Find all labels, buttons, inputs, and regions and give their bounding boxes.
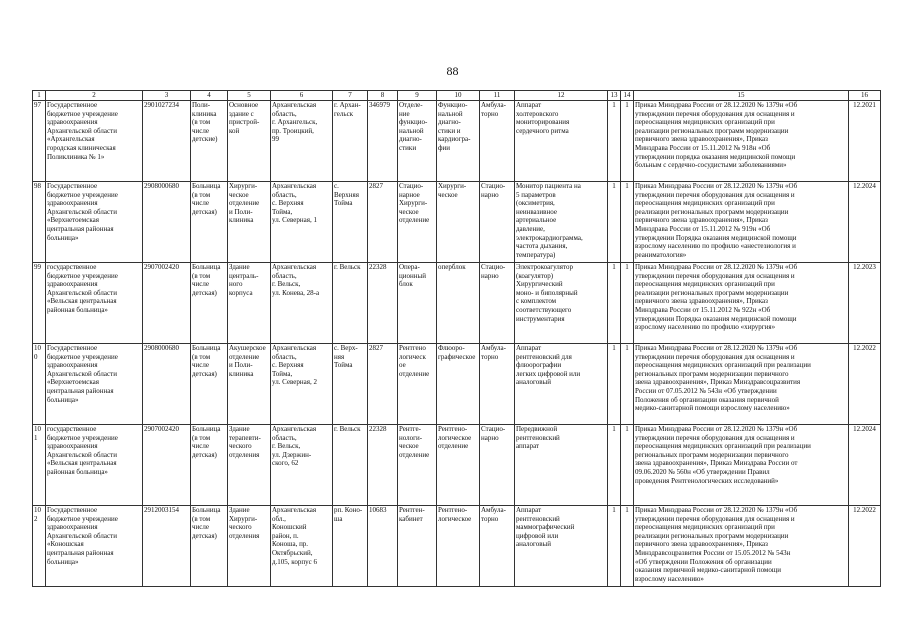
column-number-cell: 16: [849, 91, 881, 101]
table-row: [33, 101, 881, 182]
address-cell: Архангельская обл., Коношский район, п. Коноша, пр. Октябрьский, д.105, корпус 6: [271, 506, 333, 587]
quantity-cell: 1: [608, 344, 621, 425]
organization-cell: Государственное бюджетное учреждение здравоохранения Архангельской области «Верхнетоемская центральная районная больница»: [46, 182, 143, 263]
quantity-cell: 1: [621, 344, 634, 425]
subdivision-cell: Рентгено- логическое отделение: [437, 425, 480, 506]
legal-basis-cell: Приказ Минздрава России от 28.12.2020 № 1379н «Об утверждении перечня оборудования для оснащения и переоснащения медицинских организаций при реализации региональных программ модернизации первичного звена здравоохранения», Приказ Минздрава России от 09.06.2020 № 560н «Об утверждении Правил проведения Рентгенологических исследований»: [634, 425, 849, 506]
organization-cell: государственное бюджетное учреждение здравоохранения Архангельской области «Вельская центральная районная больница»: [46, 263, 143, 344]
table-row: [33, 182, 881, 263]
quantity-cell: 1: [621, 263, 634, 344]
locality-cell: рп. Коно- ша: [333, 506, 368, 587]
quantity-cell: 1: [608, 506, 621, 587]
equipment-table: [32, 90, 881, 587]
facility-type-cell: Поли- клиника (в том числе детские): [191, 101, 228, 182]
column-number-cell: 13: [608, 91, 621, 101]
quantity-cell: 1: [621, 101, 634, 182]
care-form-cell: Стацио- нарно: [480, 425, 515, 506]
subdivision-cell: Функцио- нальной диагно- стики и кардиогра- фии: [437, 101, 480, 182]
legal-basis-cell: Приказ Минздрава России от 28.12.2020 № 1379н «Об утверждении перечня оборудования для оснащения и переоснащения медицинских организаций при реализации региональных программ модернизации первичного звена здравоохранения», Приказ Минздрава России от 15.11.2012 № 918н «Об утверждении порядка оказания медицинской помощи больным с сердечно-сосудистыми заболеваниями»: [634, 101, 849, 182]
address-cell: Архангельская область, г. Вельск, ул. Дзержин- ского, 62: [271, 425, 333, 506]
care-form-cell: Стацио- нарно: [480, 263, 515, 344]
locality-code-cell: 346979: [368, 101, 398, 182]
equipment-cell: Аппарат рентгеновский маммографический цифровой или аналоговый: [515, 506, 608, 587]
subdivision-cell: Флюоро- графическое: [437, 344, 480, 425]
address-cell: Архангельская область, г. Архангельск, пр. Троицкий, 99: [271, 101, 333, 182]
address-cell: Архангельская область, с. Верхняя Тойма, ул. Северная, 1: [271, 182, 333, 263]
building-cell: Здание централь- ного корпуса: [228, 263, 271, 344]
building-cell: Хирурги- ческое отделение и Поли- клиника: [228, 182, 271, 263]
quantity-cell: 1: [608, 101, 621, 182]
equipment-cell: Передвижной рентгеновский аппарат: [515, 425, 608, 506]
legal-basis-cell: Приказ Минздрава России от 28.12.2020 № 1379н «Об утверждении перечня оборудования для оснащения и переоснащения медицинских организаций при реализации региональных программ модернизации первичного звена здравоохранения», Приказ Минздравсоцразвития России от 15.05.2012 № 543н «Об утверждении Положения об организации оказания первичной медико-санитарной помощи взрослому населению»: [634, 506, 849, 587]
facility-type-cell: Больница (в том числе детская): [191, 344, 228, 425]
column-number-cell: 5: [228, 91, 271, 101]
column-number-cell: 15: [634, 91, 849, 101]
column-number-cell: 3: [143, 91, 191, 101]
care-form-cell: Амбула- торно: [480, 101, 515, 182]
quantity-cell: 1: [621, 425, 634, 506]
quantity-cell: 1: [608, 425, 621, 506]
address-cell: Архангельская область, с. Верхняя Тойма, ул. Северная, 2: [271, 344, 333, 425]
date-cell: 12.2021: [849, 101, 881, 182]
column-number-cell: 2: [46, 91, 143, 101]
building-cell: Основное здание с пристрой- кой: [228, 101, 271, 182]
care-form-cell: Амбула- торно: [480, 506, 515, 587]
column-number-cell: 6: [271, 91, 333, 101]
inn-cell: 2912003154: [143, 506, 191, 587]
column-number-cell: 8: [368, 91, 398, 101]
quantity-cell: 1: [621, 182, 634, 263]
department-cell: Рентген- кабинет: [398, 506, 437, 587]
locality-code-cell: 22328: [368, 263, 398, 344]
inn-cell: 2908000680: [143, 182, 191, 263]
organization-cell: государственное бюджетное учреждение здравоохранения Архангельской области «Вельская центральная районная больница»: [46, 425, 143, 506]
date-cell: 12.2022: [849, 506, 881, 587]
quantity-cell: 1: [608, 263, 621, 344]
facility-type-cell: Больница (в том числе детская): [191, 425, 228, 506]
column-number-cell: 9: [398, 91, 437, 101]
department-cell: Рентге- нологи- ческое отделение: [398, 425, 437, 506]
inn-cell: 2907002420: [143, 263, 191, 344]
legal-basis-cell: Приказ Минздрава России от 28.12.2020 № 1379н «Об утверждении перечня оборудования для оснащения и переоснащения медицинских организаций при реализации региональных программ модернизации первичного звена здравоохранения», Приказ Минздрава России от 15.11.2012 № 919н «Об утверждении Порядка оказания медицинской помощи взрослому населению по профилю «анестезиология и реаниматология»: [634, 182, 849, 263]
row-number-cell: 98: [33, 182, 46, 263]
equipment-cell: Монитор пациента на 5 параметров (оксиметрия, неинвазивное артериальное давление, электрокардиограмма, частота дыхания, температура): [515, 182, 608, 263]
facility-type-cell: Больница (в том числе детская): [191, 506, 228, 587]
locality-code-cell: 2827: [368, 182, 398, 263]
row-number-cell: 102: [33, 506, 46, 587]
subdivision-cell: оперблок: [437, 263, 480, 344]
department-cell: Отделе- ние функцио- нальной диагно- стики: [398, 101, 437, 182]
column-number-cell: 12: [515, 91, 608, 101]
quantity-cell: 1: [621, 506, 634, 587]
locality-code-cell: 22328: [368, 425, 398, 506]
table-row: [33, 344, 881, 425]
organization-cell: Государственное бюджетное учреждение здравоохранения Архангельской области «Архангельская городская клиническая Поликлиника № 1»: [46, 101, 143, 182]
department-cell: Стацио- нарное Хирурги- ческое отделение: [398, 182, 437, 263]
address-cell: Архангельская область, г. Вельск, ул. Конева, 28-а: [271, 263, 333, 344]
organization-cell: Государственное бюджетное учреждение здравоохранения Архангельской области «Коношская центральная районная больница»: [46, 506, 143, 587]
care-form-cell: Амбула- торно: [480, 344, 515, 425]
care-form-cell: Стацио- нарно: [480, 182, 515, 263]
organization-cell: Государственное бюджетное учреждение здравоохранения Архангельской области «Верхнетоемская центральная районная больница»: [46, 344, 143, 425]
date-cell: 12.2024: [849, 182, 881, 263]
date-cell: 12.2022: [849, 344, 881, 425]
column-number-cell: 1: [33, 91, 46, 101]
facility-type-cell: Больница (в том числе детская): [191, 263, 228, 344]
row-number-cell: 101: [33, 425, 46, 506]
subdivision-cell: Хирурги- ческое: [437, 182, 480, 263]
table-row: [33, 506, 881, 587]
department-cell: Рентгено логическ ое отделение: [398, 344, 437, 425]
inn-cell: 2908000680: [143, 344, 191, 425]
equipment-cell: Электрокоагулятор (коагулятор) Хирургический моно- и биполярный с комплектом соответствующего инструментария: [515, 263, 608, 344]
table-row: [33, 263, 881, 344]
building-cell: Акушерское отделение и Поли- клиника: [228, 344, 271, 425]
equipment-cell: Аппарат рентгеновский для флюорографии легких цифровой или аналоговый: [515, 344, 608, 425]
locality-cell: г. Вельск: [333, 425, 368, 506]
column-number-row: [33, 91, 881, 101]
date-cell: 12.2024: [849, 425, 881, 506]
subdivision-cell: Рентгено- логическое: [437, 506, 480, 587]
inn-cell: 2901027234: [143, 101, 191, 182]
column-number-cell: 11: [480, 91, 515, 101]
locality-cell: с. Верх- няя Тойма: [333, 344, 368, 425]
date-cell: 12.2023: [849, 263, 881, 344]
locality-code-cell: 10683: [368, 506, 398, 587]
building-cell: Здание Хирурги- ческого отделения: [228, 506, 271, 587]
locality-cell: г. Вельск: [333, 263, 368, 344]
table-row: [33, 425, 881, 506]
row-number-cell: 99: [33, 263, 46, 344]
locality-code-cell: 2827: [368, 344, 398, 425]
column-number-cell: 10: [437, 91, 480, 101]
department-cell: Опера- ционный блок: [398, 263, 437, 344]
row-number-cell: 100: [33, 344, 46, 425]
quantity-cell: 1: [608, 182, 621, 263]
facility-type-cell: Больница (в том числе детская): [191, 182, 228, 263]
page-number: 88: [446, 64, 459, 78]
column-number-cell: 4: [191, 91, 228, 101]
column-number-cell: 7: [333, 91, 368, 101]
legal-basis-cell: Приказ Минздрава России от 28.12.2020 № 1379н «Об утверждении перечня оборудования для оснащения и переоснащения медицинских организаций при реализации региональных программ модернизации первичного звена здравоохранения», Приказ Минздрава России от 15.11.2012 № 922н «Об утверждении Порядка оказания медицинской помощи взрослому населению по профилю «хирургия»: [634, 263, 849, 344]
column-number-cell: 14: [621, 91, 634, 101]
legal-basis-cell: Приказ Минздрава России от 28.12.2020 № 1379н «Об утверждении перечня оборудования для оснащения и переоснащения медицинских организаций при реализации региональных программ модернизации первичного звена здравоохранения», Приказ Минздравсоцразвития России от 07.05.2012 № 543н «Об утверждении Положения об организации оказания первичной медико-санитарной помощи взрослому населению»: [634, 344, 849, 425]
building-cell: Здание терапевти- ческого отделения: [228, 425, 271, 506]
locality-cell: с. Верхняя Тойма: [333, 182, 368, 263]
inn-cell: 2907002420: [143, 425, 191, 506]
row-number-cell: 97: [33, 101, 46, 182]
locality-cell: г. Архан- гельск: [333, 101, 368, 182]
equipment-cell: Аппарат холтеровского мониторирования сердечного ритма: [515, 101, 608, 182]
